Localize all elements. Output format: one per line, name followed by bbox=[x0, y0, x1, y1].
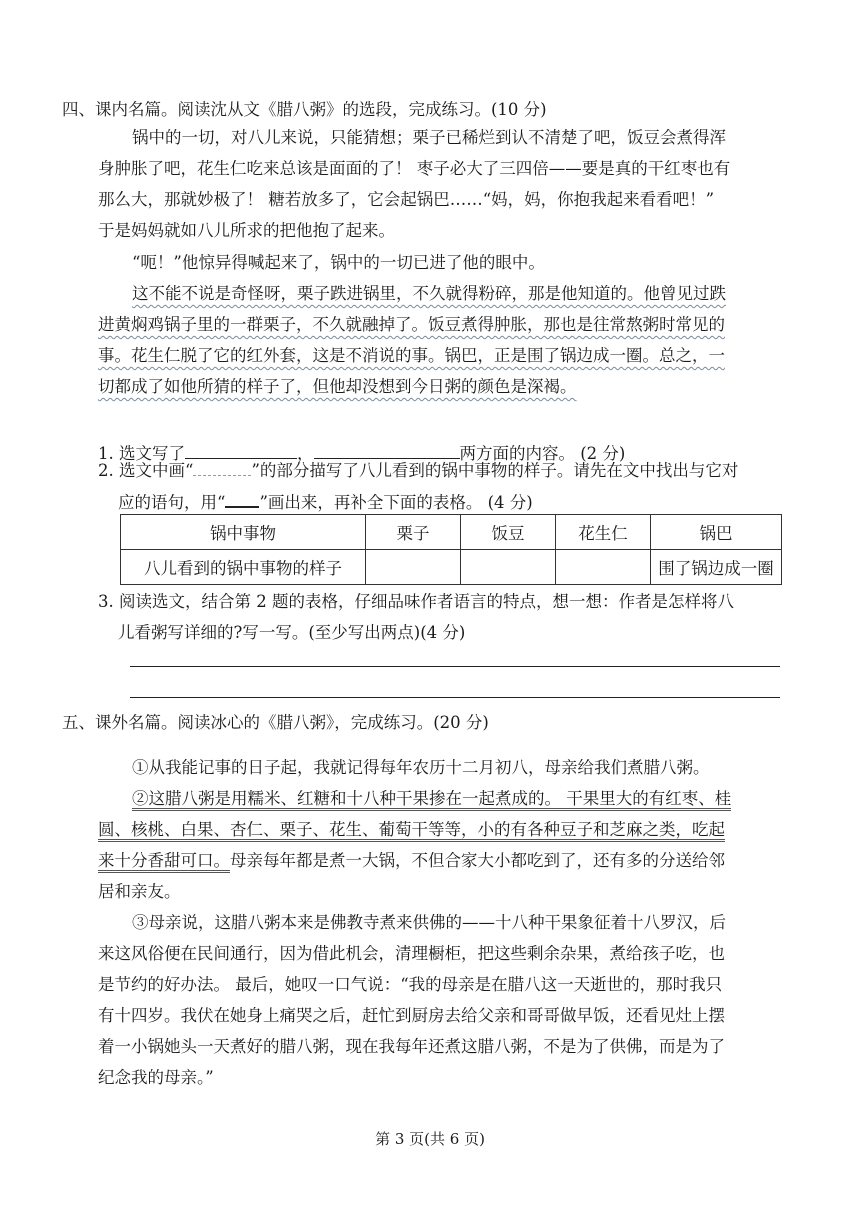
underlined-sentence: ②这腊八粥是用糯米、红糖和十八种干果掺在一起煮成的。 干果里大的有红枣、桂 bbox=[132, 789, 731, 811]
question-2-line2 bbox=[118, 490, 533, 515]
q1-prefix: 1. 选文写了 bbox=[98, 444, 185, 463]
table-cell-input[interactable] bbox=[366, 550, 461, 585]
table-cell: 围了锅边成一圈 bbox=[651, 550, 782, 585]
answer-line[interactable] bbox=[130, 697, 780, 698]
answer-blank[interactable] bbox=[314, 440, 460, 459]
passage-line-marked: 这不能不说是奇怪呀，栗子跌进锅里，不久就得粉碎，那是他知道的。他曾见过跌 bbox=[132, 284, 726, 303]
q2-text: 应的语句，用“ bbox=[118, 493, 226, 512]
paragraph-3-line: 是节约的好办法。 最后，她叹一口气说：“我的母亲是在腊八这一天逝世的，那时我只 bbox=[98, 975, 723, 994]
q2-text: 2. 选文中画“ bbox=[98, 461, 194, 480]
line-mark-sample bbox=[225, 490, 259, 508]
paragraph-3-line: 纪念我的母亲。” bbox=[98, 1068, 214, 1087]
question-3-line1: 3. 阅读选文，结合第 2 题的表格，仔细品味作者语言的特点，想一想：作者是怎样将八 bbox=[98, 592, 734, 611]
underlined-sentence: 来十分香甜可口。 bbox=[98, 851, 230, 873]
table-cell-input[interactable] bbox=[556, 550, 651, 585]
paragraph-2-line bbox=[132, 787, 731, 811]
section5-heading: 五、课外名篇。阅读冰心的《腊八粥》，完成练习。(20 分) bbox=[62, 713, 489, 732]
page-footer: 第 3 页(共 6 页) bbox=[375, 1130, 485, 1148]
paragraph-3-line: 有十四岁。我伏在她身上痛哭之后，赶忙到厨房去给父亲和哥哥做早饭，还看见灶上摆 bbox=[98, 1006, 725, 1025]
table-row bbox=[121, 550, 782, 585]
question-2-line1 bbox=[98, 459, 738, 483]
table-header: 锅巴 bbox=[651, 515, 782, 550]
table-header-row bbox=[121, 515, 782, 550]
answer-blank[interactable] bbox=[185, 440, 297, 459]
paragraph-2-line bbox=[98, 849, 725, 873]
table-header: 花生仁 bbox=[556, 515, 651, 550]
passage-line-marked: 切都成了如他所猜的样子了，但他却没想到今日粥的颜色是深褐。 bbox=[98, 377, 577, 396]
answer-line[interactable] bbox=[130, 666, 780, 667]
plain-text: 母亲每年都是煮一大锅，不但合家大小都吃到了，还有多的分送给邻 bbox=[230, 851, 725, 870]
q2-text: ”画出来，再补全下面的表格。 (4 分) bbox=[259, 493, 533, 512]
q2-text: ”的部分描写了八儿看到的锅中事物的样子。请先在文中找出与它对 bbox=[251, 461, 739, 480]
table-header: 栗子 bbox=[366, 515, 461, 550]
table-cell-input[interactable] bbox=[461, 550, 556, 585]
passage-line: 锅中的一切，对八儿来说，只能猜想；栗子已稀烂到认不清楚了吧，饭豆会煮得浑 bbox=[132, 128, 726, 147]
paragraph-3-line: 着一小锅她头一天煮好的腊八粥，现在我每年还煮这腊八粥，不是为了供佛，而是为了 bbox=[98, 1037, 725, 1056]
paragraph-3-line: 来这风俗便在民间通行，因为借此机会，清理橱柜，把这些剩余杂果，煮给孩子吃，也 bbox=[98, 944, 725, 963]
table-header: 锅中事物 bbox=[121, 515, 366, 550]
q1-suffix: 两方面的内容。 (2 分) bbox=[459, 444, 626, 463]
paragraph-2-line bbox=[98, 818, 725, 842]
row-label: 八儿看到的锅中事物的样子 bbox=[121, 550, 366, 585]
wavy-mark-sample bbox=[193, 459, 251, 476]
underlined-sentence: 圆、核桃、白果、杏仁、栗子、花生、葡萄干等等，小的有各种豆子和芝麻之类，吃起 bbox=[98, 820, 725, 842]
passage-line: 于是妈妈就如八儿所求的把他抱了起来。 bbox=[98, 221, 395, 240]
observation-table bbox=[120, 514, 782, 585]
passage-line-marked: 事。花生仁脱了它的红外套，这是不消说的事。锅巴，正是围了锅边成一圈。总之，一 bbox=[98, 346, 725, 365]
table-header: 饭豆 bbox=[461, 515, 556, 550]
passage-line-marked: 进黄焖鸡锅子里的一群栗子，不久就融掉了。饭豆煮得肿胀，那也是往常熬粥时常见的 bbox=[98, 315, 725, 334]
question-3-line2: 儿看粥写详细的?写一写。(至少写出两点)(4 分) bbox=[118, 623, 466, 642]
paragraph-1: ①从我能记事的日子起，我就记得每年农历十二月初八，母亲给我们煮腊八粥。 bbox=[132, 758, 710, 777]
paragraph-2-line: 居和亲友。 bbox=[98, 882, 181, 901]
q1-comma: ， bbox=[297, 444, 314, 463]
passage-line: 那么大，那就妙极了！ 糖若放多了，它会起锅巴……“妈，妈，你抱我起来看看吧！” bbox=[98, 190, 715, 209]
passage-line: “呃！”他惊异得喊起来了，锅中的一切已进了他的眼中。 bbox=[132, 253, 545, 272]
section4-heading: 四、课内名篇。阅读沈从文《腊八粥》的选段，完成练习。(10 分) bbox=[62, 100, 547, 119]
passage-line: 身肿胀了吧，花生仁吃来总该是面面的了！ 枣子必大了三四倍——要是真的干红枣也有 bbox=[98, 159, 731, 178]
paragraph-3-line: ③母亲说，这腊八粥本来是佛教寺煮来供佛的——十八种干果象征着十八罗汉，后 bbox=[132, 913, 726, 932]
